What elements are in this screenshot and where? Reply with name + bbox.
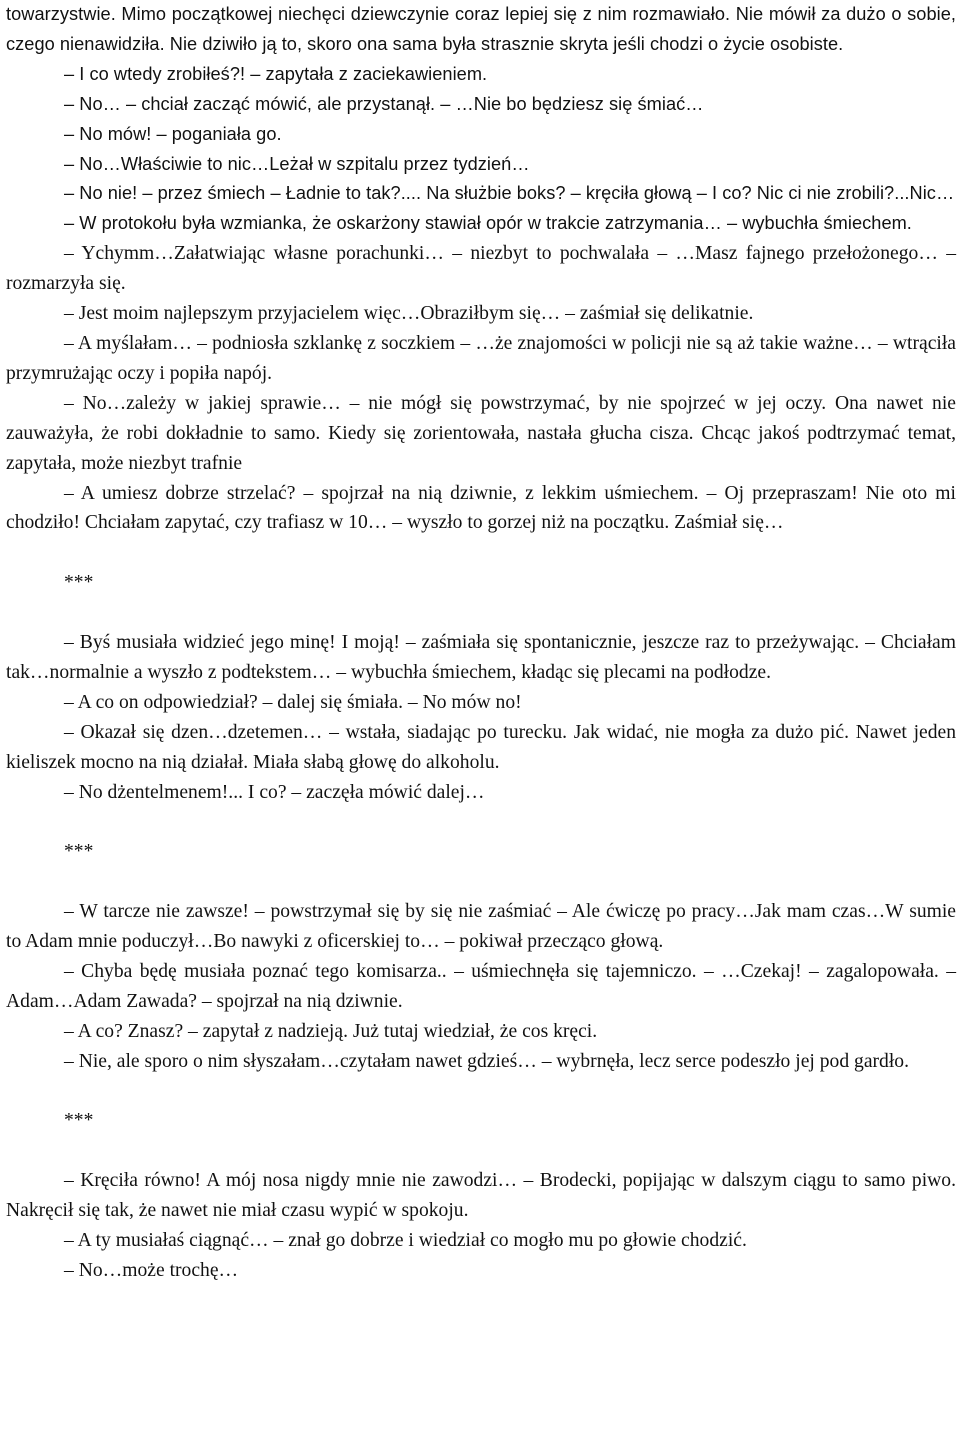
paragraph: – Jest moim najlepszym przyjacielem więc…Obraziłbym się… – zaśmiał się delikatnie.	[64, 303, 754, 325]
blank-line	[6, 598, 956, 628]
separator-stars: ***	[64, 572, 94, 594]
blank-line	[6, 807, 956, 837]
paragraph: – A myślałam… – podniosła szklankę z soczkiem – …że znajomości w policji nie są aż takie ważne… – wtrąciła przymrużając oczy i popiła napój.	[6, 332, 956, 384]
paragraph: – Kręciła równo! A mój nosa nigdy mnie nie zawodzi… – Brodecki, popijając w dalszym ciągu to samo piwo. Nakręcił się tak, że nawet nie miał czasu wypić w spokoju.	[6, 1170, 956, 1222]
separator-stars: ***	[64, 1110, 94, 1132]
section-separator	[6, 568, 956, 598]
paragraph: – No…może trochę…	[64, 1259, 239, 1281]
separator-stars: ***	[64, 841, 94, 863]
paragraph: – Byś musiała widzieć jego minę! I moją! – zaśmiała się spontanicznie, jeszcze raz to przeżywając. – Chciałam tak…normalnie a wyszło z podtekstem… – wybuchła śmiechem, kładąc się plecami na podłodze.	[6, 631, 956, 683]
document-page	[6, 0, 956, 1286]
paragraph: – No mów! – poganiała go.	[64, 123, 282, 144]
blank-line	[6, 538, 956, 568]
paragraph: – A co? Znasz? – zapytał z nadzieją. Już tutaj wiedział, że cos kręci.	[64, 1020, 598, 1042]
paragraph: – A co on odpowiedział? – dalej się śmiała. – No mów no!	[64, 691, 522, 713]
paragraph: – No nie! – przez śmiech – Ładnie to tak?.... Na służbie boks? – kręciła głową – I co? Nic ci nie zrobili?...Nic…	[64, 183, 955, 204]
paragraph: – W protokołu była wzmianka, że oskarżony stawiał opór w trakcie zatrzymania… – wybuchła śmiechem.	[64, 213, 912, 234]
paragraph: – No…zależy w jakiej sprawie… – nie mógł się powstrzymać, by nie spojrzeć w jej oczy. Ona nawet nie zauważyła, że robi dokładnie to samo. Kiedy się zorientowała, nastała głucha cisza. Chcąc jakoś podtrzymać temat, zapytała, może niezbyt trafnie	[6, 392, 956, 474]
paragraph: – W tarcze nie zawsze! – powstrzymał się by się nie zaśmiać – Ale ćwiczę po pracy…Jak mam czas…W sumie to Adam mnie poduczył…Bo nawyki z oficerskiej to… – pokiwał przecząco głową.	[6, 901, 956, 952]
blank-line	[6, 867, 956, 897]
paragraph: towarzystwie. Mimo początkowej niechęci dziewczynie coraz lepiej się z nim rozmawiało. Nie mówił za dużo o sobie, czego nienawidziła. Nie dziwiło ją to, skoro ona sama była strasznie skryta jeśli chodzi o życie osobiste.	[6, 4, 956, 54]
blank-line	[6, 1136, 956, 1166]
paragraph: – Ychymm…Załatwiając własne porachunki… – niezbyt to pochwalała – …Masz fajnego przełożonego… – rozmarzyła się.	[6, 243, 956, 295]
paragraph: – I co wtedy zrobiłeś?! – zapytała z zaciekawieniem.	[64, 63, 488, 84]
blank-line	[6, 1077, 956, 1107]
paragraph: – Nie, ale sporo o nim słyszałam…czytałam nawet gdzieś… – wybrnęła, lecz serce podeszło jej pod gardło.	[64, 1050, 909, 1072]
paragraph: – A umiesz dobrze strzelać? – spojrzał na nią dziwnie, z lekkim uśmiechem. – Oj przepraszam! Nie oto mi chodziło! Chciałam zapytać, czy trafiasz w 10… – wyszło to gorzej niż na początku. Zaśmiał się…	[6, 482, 956, 534]
paragraph: – No…Właściwie to nic…Leżał w szpitalu przez tydzień…	[64, 153, 530, 174]
paragraph: – Chyba będę musiała poznać tego komisarza.. – uśmiechnęła się tajemniczo. – …Czekaj! – zagalopowała. – Adam…Adam Zawada? – spojrzał na nią dziwnie.	[6, 960, 956, 1012]
paragraph: – No… – chciał zacząć mówić, ale przystanął. – …Nie bo będziesz się śmiać…	[64, 93, 704, 114]
paragraph: – Okazał się dzen…dzetemen… – wstała, siadając po turecku. Jak widać, nie mogła za dużo pić. Nawet jeden kieliszek mocno na nią działał. Miała słabą głowę do alkoholu.	[6, 721, 956, 773]
section-separator	[6, 1106, 956, 1136]
paragraph: – No dżentelmenem!... I co? – zaczęła mówić dalej…	[64, 781, 485, 803]
paragraph: – A ty musiałaś ciągnąć… – znał go dobrze i wiedział co mogło mu po głowie chodzić.	[64, 1230, 747, 1252]
section-separator	[6, 837, 956, 867]
